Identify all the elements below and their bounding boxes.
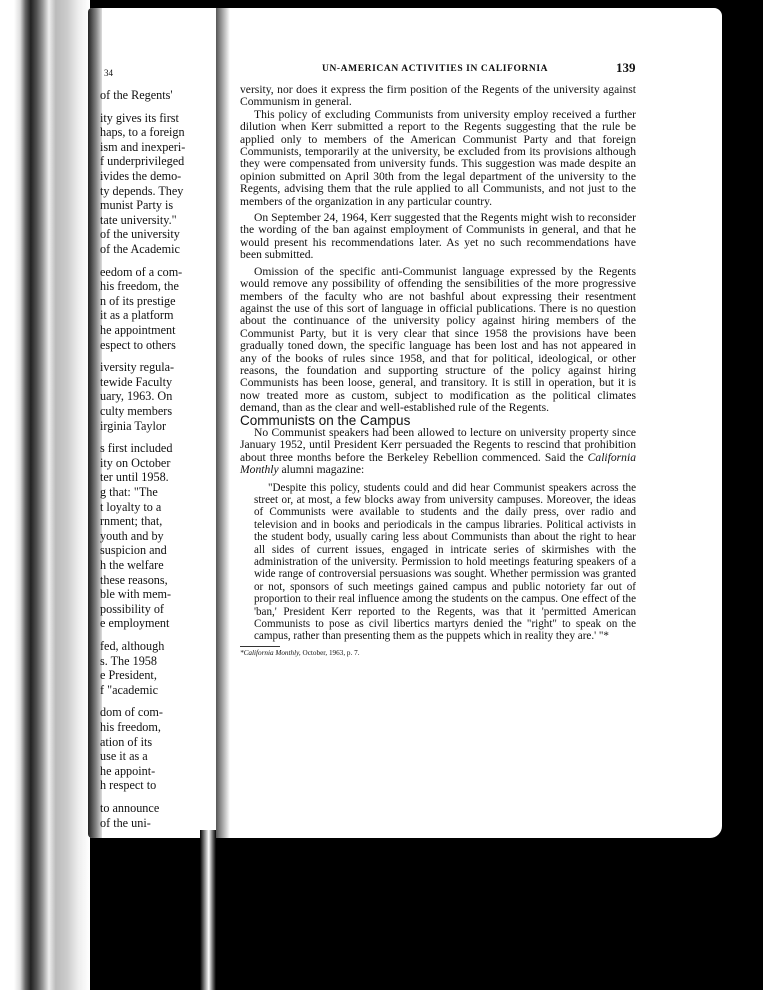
left-page-line: munist Party is <box>100 198 174 213</box>
left-page-line: of the Regents' <box>100 88 173 102</box>
left-page-line: ation of its <box>100 734 153 749</box>
left-page-line: n of its prestige <box>100 293 176 308</box>
left-page-line: of the uni- <box>100 815 151 830</box>
magazine-title: California Monthly <box>240 450 636 477</box>
footnote <box>240 649 636 658</box>
left-page-line: ty depends. They <box>100 183 184 198</box>
left-page-line: tate university." <box>100 212 177 227</box>
left-page-line: to announce <box>100 801 160 815</box>
left-page-line: ity on October <box>100 455 171 470</box>
left-page-line: suspicion and <box>100 543 167 558</box>
left-page-line: t loyalty to a <box>100 499 162 514</box>
left-page-line: f underprivileged <box>100 154 185 169</box>
left-page-line: uary, 1963. On <box>100 389 173 404</box>
left-page-line: tewide Faculty <box>100 374 173 389</box>
left-page-line: h respect to <box>100 778 157 793</box>
left-page-line: ism and inexperi- <box>100 139 186 154</box>
left-page-line: h the welfare <box>100 558 164 572</box>
left-page-line: his freedom, <box>100 720 161 734</box>
body-text <box>240 84 636 658</box>
left-page-line: rnment; that, <box>100 514 163 529</box>
paragraph-5 <box>240 427 636 477</box>
paragraph-5-text: No Communist speakers had been allowed to lecture on university property since January 1952, until President Kerr persuaded the Regents to rescind that prohibition about three months before the Berkeley Rebellion commenced. Said the <box>240 425 636 464</box>
running-header: UN-AMERICAN ACTIVITIES IN CALIFORNIA <box>322 64 549 74</box>
paragraph-5-end: alumni magazine: <box>278 463 365 477</box>
left-page-line: s. The 1958 <box>100 653 157 668</box>
left-page-line: espect to others <box>100 337 176 352</box>
paragraph-3: On September 24, 1964, Kerr suggested that the Regents might wish to reconsider the wording of the ban against employment of Communists in general, and that he would present his recommendations later. As yet no such recommendations have been submitted. <box>240 211 636 262</box>
left-page-line: fed, although <box>100 639 165 653</box>
block-quote: "Despite this policy, students could and did hear Communist speakers across the street or, at most, a few blocks away from university campuses. Moreover, the ideas of Communists were available to students and the daily press, over radio and television and in books and periodicals in the campus libraries. Political activists in the student body, usually caring less about Communists than about the right to hear all sides of current issues, engaged in intricate series of skirmishes with the administration of the university. Permission to hold meetings featuring speakers of a wide range of controversial persuasions was sought. Whether permission was granted or not, sponsors of such meetings gained campus and public notoriety far out of proportion to their real influence among the students on the campus. One effect of the 'ban,' President Kerr reported to the Regents, was that it 'permitted American Communists to pose as civil libertics martyrs denied the "right" to speak on the campus, rather than presenting them as the puppets which in reality they are.' "* <box>254 481 636 643</box>
left-page-line: e President, <box>100 668 157 683</box>
left-page-line: ter until 1958. <box>100 470 169 485</box>
left-page-line: these reasons, <box>100 572 168 587</box>
paragraph-4: Omission of the specific anti-Communist language expressed by the Regents would remove any possibility of offending the sensibilities of the more progressive members of the faculty who are not bashful about expressing their resentment against the use of this sort of language in official publications. There is no question about the continuance of the university policy against hiring members of the Communist Party, but it is very clear that since 1958 the provisions have been gradually toned down, the specific language has been lost and has not appeared in any of the books of rules since 1958, and that for political, ideological, or other reasons, the foundation and supporting structure of the policy against hiring Communists has been loose, general, and transitory. It is still in operation, but it is now treated more as custom, subject to modification as the political climates demand, than as the clear and well-established rule of the Regents. <box>240 264 636 415</box>
section-heading: Communists on the Campus <box>240 412 411 428</box>
left-page-line: ity gives its first <box>100 110 179 125</box>
book-spine-edge <box>200 830 216 990</box>
left-page-line: he appoint- <box>100 763 156 778</box>
left-page-line: e employment <box>100 616 170 631</box>
footnote-divider <box>240 646 280 647</box>
left-page-line: it as a platform <box>100 308 174 323</box>
footnote-citation: October, 1963, p. 7. <box>300 648 360 657</box>
left-page-line: ble with mem- <box>100 587 172 602</box>
left-page-line: culty members <box>100 404 173 418</box>
left-page-line: of the Academic <box>100 242 180 256</box>
left-page-line: use it as a <box>100 749 148 764</box>
left-page-line: s first included <box>100 441 173 456</box>
left-page-fragment <box>88 8 216 838</box>
paragraph-1: versity, nor does it express the firm position of the Regents of the university against Communism in general. <box>240 83 636 109</box>
left-page-line: g that: "The <box>100 485 158 499</box>
left-page-line: possibility of <box>100 601 164 616</box>
page-number: 139 <box>616 60 636 75</box>
left-page-line: iversity regula- <box>100 360 175 375</box>
left-page-line: haps, to a foreign <box>100 125 185 140</box>
left-page-line: dom of com- <box>100 705 163 720</box>
left-page-line: his freedom, the <box>100 279 179 294</box>
left-page-line: f "academic <box>100 682 159 697</box>
paragraph-2: This policy of excluding Communists from university employ received a further dilution when Kerr submitted a report to the Regents suggesting that the rule be applied only to members of the American Communist Party and that foreign Communists, temporarily at the university, be excluded from its provisions although they were compensated from university funds. This suggestion was made despite an opinion submitted on April 30th from the legal department of the university to the Regents, advising them that the rule applied to all Communists, and not just to the members of the organization in any particular country. <box>240 107 636 208</box>
left-page-line: eedom of a com- <box>100 264 183 279</box>
left-page-line: youth and by <box>100 528 164 543</box>
footnote-source: *California Monthly, <box>240 648 301 657</box>
left-page-number: 34 <box>104 68 113 78</box>
book-binding-shadow <box>14 0 90 990</box>
main-page <box>216 8 722 838</box>
left-page-line: irginia Taylor <box>100 418 167 433</box>
main-page-gutter <box>216 8 230 838</box>
left-page-line: he appointment <box>100 323 176 337</box>
left-page-line: ivides the demo- <box>100 169 182 183</box>
left-page-line: of the university <box>100 227 180 242</box>
